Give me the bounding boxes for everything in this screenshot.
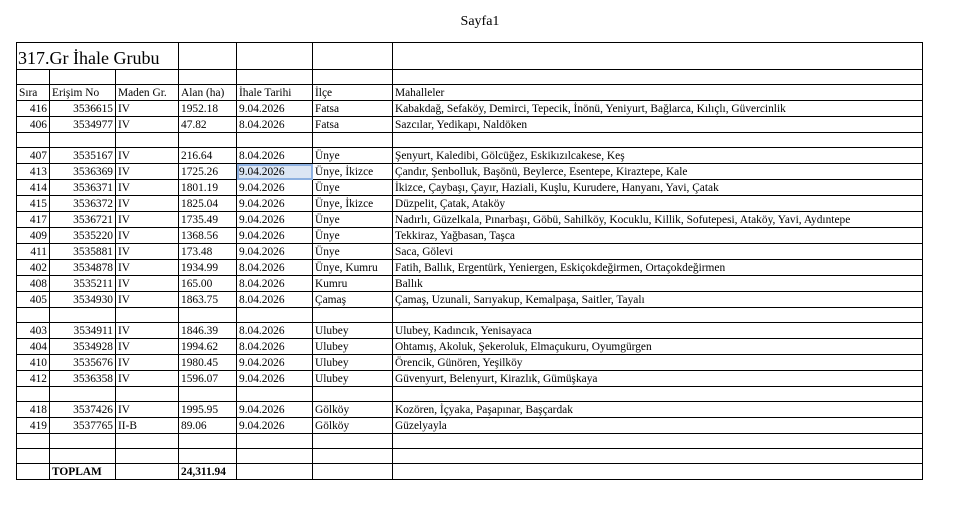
- cell-mahalleler[interactable]: Sazcılar, Yedikapı, Naldöken: [393, 117, 923, 133]
- empty-cell[interactable]: [50, 434, 116, 449]
- cell-sira[interactable]: 418: [17, 402, 50, 418]
- empty-cell[interactable]: [50, 449, 116, 464]
- empty-cell[interactable]: [313, 70, 393, 85]
- cell-ihale-tarihi[interactable]: 9.04.2026: [237, 244, 313, 260]
- cell-erisim-no[interactable]: 3536371: [50, 180, 116, 196]
- cell-erisim-no[interactable]: 3535881: [50, 244, 116, 260]
- cell-mahalleler[interactable]: Nadırlı, Güzelkala, Pınarbaşı, Göbü, Sahilköy, Kocuklu, Killik, Sofutepesi, Ataköy, Yavi, Aydıntepe: [393, 212, 923, 228]
- cell-sira[interactable]: 416: [17, 101, 50, 117]
- cell-ihale-tarihi[interactable]: 9.04.2026: [237, 101, 313, 117]
- blank-row: [17, 133, 923, 148]
- cell-erisim-no[interactable]: 3536615: [50, 101, 116, 117]
- header-ilce[interactable]: İlçe: [313, 85, 393, 101]
- cell-alan[interactable]: 1952.18: [179, 101, 237, 117]
- empty-cell[interactable]: [313, 464, 393, 480]
- empty-cell[interactable]: [179, 70, 237, 85]
- empty-cell[interactable]: [179, 434, 237, 449]
- cell-ilce[interactable]: Ulubey: [313, 355, 393, 371]
- cell-erisim-no[interactable]: 3537426: [50, 402, 116, 418]
- cell-ihale-tarihi[interactable]: 8.04.2026: [237, 148, 313, 164]
- empty-cell[interactable]: [116, 387, 179, 402]
- cell-alan[interactable]: 1846.39: [179, 323, 237, 339]
- empty-cell[interactable]: [116, 308, 179, 323]
- cell-erisim-no[interactable]: 3535211: [50, 276, 116, 292]
- cell-sira[interactable]: 408: [17, 276, 50, 292]
- empty-cell[interactable]: [393, 43, 923, 70]
- group-title-cell[interactable]: 317.Gr İhale Grubu: [17, 43, 179, 70]
- cell-maden-grubu[interactable]: II-B: [116, 418, 179, 434]
- table-row: [17, 371, 923, 387]
- empty-cell[interactable]: [393, 434, 923, 449]
- empty-cell[interactable]: [179, 308, 237, 323]
- cell-mahalleler[interactable]: Kozören, İçyaka, Paşapınar, Başçardak: [393, 402, 923, 418]
- table-row: [17, 418, 923, 434]
- cell-alan[interactable]: 1368.56: [179, 228, 237, 244]
- table-row: [17, 402, 923, 418]
- cell-erisim-no[interactable]: 3535676: [50, 355, 116, 371]
- cell-ilce[interactable]: Gölköy: [313, 418, 393, 434]
- table-row: [17, 228, 923, 244]
- cell-sira[interactable]: 412: [17, 371, 50, 387]
- table-row: [17, 339, 923, 355]
- cell-ihale-tarihi[interactable]: 9.04.2026: [237, 371, 313, 387]
- empty-cell[interactable]: [237, 133, 313, 148]
- empty-cell[interactable]: [237, 308, 313, 323]
- cell-ilce[interactable]: Ünye, İkizce: [313, 164, 393, 180]
- empty-cell[interactable]: [116, 434, 179, 449]
- cell-ilce[interactable]: Fatsa: [313, 117, 393, 133]
- cell-ihale-tarihi[interactable]: 9.04.2026: [237, 355, 313, 371]
- cell-mahalleler[interactable]: Saca, Gölevi: [393, 244, 923, 260]
- empty-cell[interactable]: [237, 70, 313, 85]
- cell-maden-grubu[interactable]: IV: [116, 339, 179, 355]
- cell-alan[interactable]: 1995.95: [179, 402, 237, 418]
- cell-maden-grubu[interactable]: IV: [116, 164, 179, 180]
- table-row: [17, 196, 923, 212]
- cell-mahalleler[interactable]: Çamaş, Uzunali, Sarıyakup, Kemalpaşa, Saitler, Tayalı: [393, 292, 923, 308]
- spreadsheet-table: [16, 42, 923, 480]
- cell-sira[interactable]: 417: [17, 212, 50, 228]
- cell-alan[interactable]: 1801.19: [179, 180, 237, 196]
- empty-cell[interactable]: [393, 387, 923, 402]
- empty-cell[interactable]: [237, 43, 313, 70]
- cell-erisim-no[interactable]: 3536369: [50, 164, 116, 180]
- table-row: [17, 101, 923, 117]
- empty-cell[interactable]: [116, 133, 179, 148]
- cell-ilce[interactable]: Kumru: [313, 276, 393, 292]
- empty-cell[interactable]: [313, 133, 393, 148]
- cell-ilce[interactable]: Ulubey: [313, 371, 393, 387]
- blank-row: [17, 449, 923, 464]
- header-maden-grubu[interactable]: Maden Gr.: [116, 85, 179, 101]
- header-mahalleler[interactable]: Mahalleler: [393, 85, 923, 101]
- table-row: [17, 260, 923, 276]
- cell-alan[interactable]: 1825.04: [179, 196, 237, 212]
- total-row: [17, 464, 923, 480]
- table-row: [17, 117, 923, 133]
- cell-erisim-no[interactable]: 3534977: [50, 117, 116, 133]
- cell-erisim-no[interactable]: 3535167: [50, 148, 116, 164]
- cell-erisim-no[interactable]: 3534930: [50, 292, 116, 308]
- cell-erisim-no[interactable]: 3534911: [50, 323, 116, 339]
- empty-cell[interactable]: [313, 449, 393, 464]
- cell-maden-grubu[interactable]: IV: [116, 276, 179, 292]
- cell-erisim-no[interactable]: 3536721: [50, 212, 116, 228]
- cell-erisim-no[interactable]: 3536372: [50, 196, 116, 212]
- empty-cell[interactable]: [116, 464, 179, 480]
- cell-ihale-tarihi[interactable]: 8.04.2026: [237, 339, 313, 355]
- table-row: [17, 212, 923, 228]
- table-row: [17, 148, 923, 164]
- empty-cell[interactable]: [313, 387, 393, 402]
- cell-mahalleler[interactable]: Kabakdağ, Sefaköy, Demirci, Tepecik, İnönü, Yeniyurt, Bağlarca, Kılıçlı, Güvercinlik: [393, 101, 923, 117]
- cell-alan[interactable]: 1934.99: [179, 260, 237, 276]
- cell-alan[interactable]: 216.64: [179, 148, 237, 164]
- total-value[interactable]: 24,311.94: [179, 464, 237, 480]
- cell-mahalleler[interactable]: Fatih, Ballık, Ergentürk, Yeniergen, Eskiçokdeğirmen, Ortaçokdeğirmen: [393, 260, 923, 276]
- empty-cell[interactable]: [393, 464, 923, 480]
- cell-ilce[interactable]: Ulubey: [313, 323, 393, 339]
- table-row: [17, 355, 923, 371]
- header-ihale-tarihi[interactable]: İhale Tarihi: [237, 85, 313, 101]
- header-row: [17, 85, 923, 101]
- cell-ihale-tarihi[interactable]: 8.04.2026: [237, 276, 313, 292]
- empty-cell[interactable]: [237, 464, 313, 480]
- table-row: [17, 292, 923, 308]
- cell-maden-grubu[interactable]: IV: [116, 117, 179, 133]
- header-alan[interactable]: Alan (ha): [179, 85, 237, 101]
- cell-mahalleler[interactable]: Şenyurt, Kaledibi, Gölcüğez, Eskikızılcakese, Keş: [393, 148, 923, 164]
- cell-ihale-tarihi[interactable]: 8.04.2026: [237, 260, 313, 276]
- cell-erisim-no[interactable]: 3534928: [50, 339, 116, 355]
- cell-sira[interactable]: 410: [17, 355, 50, 371]
- cell-ilce[interactable]: Ünye: [313, 212, 393, 228]
- cell-erisim-no[interactable]: 3536358: [50, 371, 116, 387]
- cell-mahalleler[interactable]: İkizce, Çaybaşı, Çayır, Haziali, Kuşlu, Kurudere, Hanyanı, Yavi, Çatak: [393, 180, 923, 196]
- empty-cell[interactable]: [17, 70, 50, 85]
- cell-erisim-no[interactable]: 3534878: [50, 260, 116, 276]
- cell-maden-grubu[interactable]: IV: [116, 260, 179, 276]
- cell-mahalleler[interactable]: Güvenyurt, Belenyurt, Kirazlık, Gümüşkaya: [393, 371, 923, 387]
- cell-alan[interactable]: 1980.45: [179, 355, 237, 371]
- cell-ihale-tarihi[interactable]: 9.04.2026: [237, 418, 313, 434]
- cell-maden-grubu[interactable]: IV: [116, 101, 179, 117]
- cell-ilce[interactable]: Ulubey: [313, 339, 393, 355]
- empty-cell[interactable]: [17, 133, 50, 148]
- cell-ihale-tarihi[interactable]: 8.04.2026: [237, 323, 313, 339]
- cell-ihale-tarihi[interactable]: 9.04.2026: [237, 402, 313, 418]
- cell-maden-grubu[interactable]: IV: [116, 292, 179, 308]
- cell-ihale-tarihi[interactable]: 8.04.2026: [237, 117, 313, 133]
- blank-row: [17, 70, 923, 85]
- cell-ihale-tarihi[interactable]: 9.04.2026: [237, 228, 313, 244]
- table-row: [17, 276, 923, 292]
- empty-cell[interactable]: [50, 133, 116, 148]
- cell-alan[interactable]: 1863.75: [179, 292, 237, 308]
- empty-cell[interactable]: [17, 434, 50, 449]
- cell-ihale-tarihi[interactable]: 9.04.2026: [237, 196, 313, 212]
- cell-sira[interactable]: 415: [17, 196, 50, 212]
- cell-sira[interactable]: 411: [17, 244, 50, 260]
- empty-cell[interactable]: [179, 387, 237, 402]
- blank-row: [17, 434, 923, 449]
- cell-alan[interactable]: 1994.62: [179, 339, 237, 355]
- group-title-row: [17, 43, 923, 70]
- empty-cell[interactable]: [50, 70, 116, 85]
- empty-cell[interactable]: [237, 449, 313, 464]
- table-row: [17, 323, 923, 339]
- cell-maden-grubu[interactable]: IV: [116, 228, 179, 244]
- empty-cell[interactable]: [116, 70, 179, 85]
- cell-maden-grubu[interactable]: IV: [116, 148, 179, 164]
- empty-cell[interactable]: [17, 464, 50, 480]
- cell-ihale-tarihi[interactable]: 8.04.2026: [237, 292, 313, 308]
- empty-cell[interactable]: [393, 70, 923, 85]
- cell-ilce[interactable]: Ünye: [313, 228, 393, 244]
- empty-cell[interactable]: [116, 449, 179, 464]
- cell-alan[interactable]: 47.82: [179, 117, 237, 133]
- cell-mahalleler[interactable]: Tekkiraz, Yağbasan, Taşca: [393, 228, 923, 244]
- cell-maden-grubu[interactable]: IV: [116, 402, 179, 418]
- cell-mahalleler[interactable]: Güzelyayla: [393, 418, 923, 434]
- header-erisim-no[interactable]: Erişim No: [50, 85, 116, 101]
- empty-cell[interactable]: [237, 434, 313, 449]
- total-label[interactable]: TOPLAM: [50, 464, 116, 480]
- cell-ilce[interactable]: Fatsa: [313, 101, 393, 117]
- cell-maden-grubu[interactable]: IV: [116, 244, 179, 260]
- cell-mahalleler[interactable]: Çandır, Şenbolluk, Başönü, Beylerce, Esentepe, Kiraztepe, Kale: [393, 164, 923, 180]
- cell-ilce[interactable]: Gölköy: [313, 402, 393, 418]
- cell-sira[interactable]: 407: [17, 148, 50, 164]
- cell-sira[interactable]: 402: [17, 260, 50, 276]
- cell-ihale-tarihi[interactable]: 9.04.2026: [237, 180, 313, 196]
- cell-mahalleler[interactable]: Düzpelit, Çatak, Ataköy: [393, 196, 923, 212]
- cell-alan[interactable]: 165.00: [179, 276, 237, 292]
- cell-sira[interactable]: 404: [17, 339, 50, 355]
- cell-alan[interactable]: 1735.49: [179, 212, 237, 228]
- empty-cell[interactable]: [313, 43, 393, 70]
- cell-alan[interactable]: 1725.26: [179, 164, 237, 180]
- empty-cell[interactable]: [313, 434, 393, 449]
- cell-alan[interactable]: 173.48: [179, 244, 237, 260]
- cell-erisim-no[interactable]: 3535220: [50, 228, 116, 244]
- cell-mahalleler[interactable]: Ohtamış, Akoluk, Şekeroluk, Elmaçukuru, Oyumgürgen: [393, 339, 923, 355]
- cell-sira[interactable]: 419: [17, 418, 50, 434]
- cell-maden-grubu[interactable]: IV: [116, 212, 179, 228]
- cell-sira[interactable]: 406: [17, 117, 50, 133]
- cell-sira[interactable]: 405: [17, 292, 50, 308]
- empty-cell[interactable]: [393, 133, 923, 148]
- cell-maden-grubu[interactable]: IV: [116, 323, 179, 339]
- blank-row: [17, 308, 923, 323]
- empty-cell[interactable]: [313, 308, 393, 323]
- header-sira[interactable]: Sıra: [17, 85, 50, 101]
- empty-cell[interactable]: [17, 308, 50, 323]
- cell-sira[interactable]: 403: [17, 323, 50, 339]
- blank-row: [17, 387, 923, 402]
- cell-ihale-tarihi[interactable]: 9.04.2026: [237, 164, 313, 180]
- cell-alan[interactable]: 1596.07: [179, 371, 237, 387]
- cell-sira[interactable]: 413: [17, 164, 50, 180]
- empty-cell[interactable]: [179, 43, 237, 70]
- cell-ilce[interactable]: Ünye: [313, 148, 393, 164]
- empty-cell[interactable]: [17, 449, 50, 464]
- cell-alan[interactable]: 89.06: [179, 418, 237, 434]
- page-title: Sayfa1: [460, 14, 500, 29]
- cell-ilce[interactable]: Ünye: [313, 180, 393, 196]
- cell-maden-grubu[interactable]: IV: [116, 180, 179, 196]
- cell-maden-grubu[interactable]: IV: [116, 196, 179, 212]
- cell-sira[interactable]: 414: [17, 180, 50, 196]
- empty-cell[interactable]: [237, 387, 313, 402]
- cell-mahalleler[interactable]: Örencik, Günören, Yeşilköy: [393, 355, 923, 371]
- cell-ihale-tarihi[interactable]: 9.04.2026: [237, 212, 313, 228]
- cell-ilce[interactable]: Ünye: [313, 244, 393, 260]
- cell-mahalleler[interactable]: Ballık: [393, 276, 923, 292]
- cell-ilce[interactable]: Ünye, İkizce: [313, 196, 393, 212]
- cell-ilce[interactable]: Çamaş: [313, 292, 393, 308]
- table-row: [17, 180, 923, 196]
- empty-cell[interactable]: [393, 449, 923, 464]
- empty-cell[interactable]: [393, 308, 923, 323]
- cell-mahalleler[interactable]: Ulubey, Kadıncık, Yenisayaca: [393, 323, 923, 339]
- cell-ilce[interactable]: Ünye, Kumru: [313, 260, 393, 276]
- table-row: [17, 244, 923, 260]
- empty-cell[interactable]: [50, 308, 116, 323]
- cell-sira[interactable]: 409: [17, 228, 50, 244]
- empty-cell[interactable]: [17, 387, 50, 402]
- table-row: [17, 164, 923, 180]
- empty-cell[interactable]: [179, 133, 237, 148]
- cell-erisim-no[interactable]: 3537765: [50, 418, 116, 434]
- cell-maden-grubu[interactable]: IV: [116, 355, 179, 371]
- empty-cell[interactable]: [179, 449, 237, 464]
- empty-cell[interactable]: [50, 387, 116, 402]
- cell-maden-grubu[interactable]: IV: [116, 371, 179, 387]
